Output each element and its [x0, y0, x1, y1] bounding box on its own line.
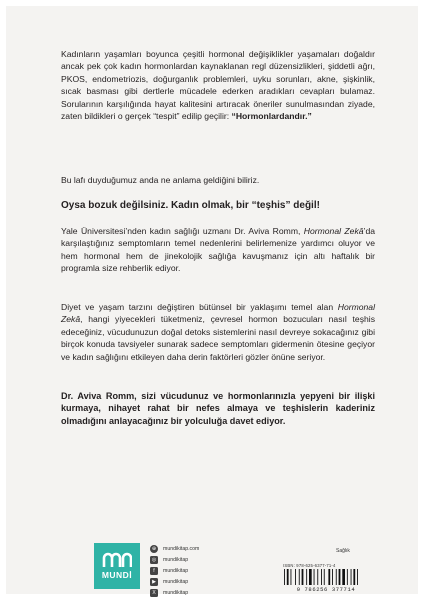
description-paragraph-4 [61, 301, 375, 363]
facebook-icon: f [150, 567, 158, 575]
link-instagram [150, 554, 270, 565]
publisher-name: MUNDİ [101, 570, 133, 580]
book-back-cover [6, 6, 418, 594]
paragraph-1-text: Kadınların yaşamları boyunca çeşitli hormonal değişiklikler yaşamaları doğaldır ancak pek çok kadın hormonlardan kaynaklanan regl düzensizlikleri, şiddetli ağrı, PKOS, endometriozis, doğurganlık problemleri, uyku sorunları, akne, şişkinlik, sıcak basması gibi dertlerle mücadele ederken aradıkları cevapları bulamaz. Sorularının karşılığında hayat kalitesini artıracak öneriler sunulmasından ziyade, zaten bildikleri o gerçek “tespit” edilip geçilir: [61, 49, 375, 122]
link-text: mundikitap.com [163, 545, 200, 552]
tagline: Oysa bozuk değilsiniz. Kadın olmak, bir “teşhis” değil! [61, 200, 320, 211]
paragraph-4-after: , hangi yiyecekleri tüketmeniz, çevresel hormon bozucuları nasıl teşhis edeceğiniz, vücudunuzun doğal detoks sistemlerini nasıl devreye sokacağınız gibi birçok konuda tavsiyeler sunarak sadece semptomları gidermenin ötesine geçiyor ve kadın sağlığını etkileyen daha derin faktörleri gözler önüne seriyor. [61, 314, 375, 362]
barcode-number: 9 786256 377714 [296, 586, 356, 593]
publisher-logo [94, 543, 140, 589]
paragraph-2-text: Bu lafı duyduğumuz anda ne anlama geldiğini biliriz. [61, 175, 260, 185]
barcode [283, 569, 369, 585]
x-icon: X [150, 589, 158, 597]
globe-icon: ⊕ [151, 545, 157, 552]
link-youtube [150, 576, 270, 587]
link-facebook [150, 565, 270, 576]
link-text: mundikitap [163, 556, 189, 563]
closing-paragraph: Dr. Aviva Romm, sizi vücudunuz ve hormonlarınızla yepyeni bir ilişki kurmaya, nihayet rahat bir nefes almaya ve teşhislerin kaderiniz olmadığını anlayacağınız bir yolculuğa davet ediyor. [61, 391, 375, 426]
link-x [150, 587, 270, 598]
description-paragraph-3 [61, 225, 375, 275]
link-text: mundikitap [163, 589, 189, 596]
paragraph-4-before: Diyet ve yaşam tarzını değiştiren bütünsel bir yaklaşımı temel alan [61, 302, 338, 312]
link-website [150, 543, 270, 554]
instagram-icon: ◎ [151, 556, 157, 563]
book-title-italic: Hormonal Zekâ [61, 302, 375, 325]
youtube-icon: ▶ [150, 578, 158, 586]
paragraph-3-after: ’da karşılaştığınız semptomların temel nedenlerini belirlemenize yardımcı oluyor ve hem hormonal hem de jinekolojik sağlığa kavuşmanız için altı haftalık bir programla size rehberlik ediyor. [61, 226, 375, 274]
description-paragraph-1 [61, 48, 375, 122]
link-text: mundikitap [163, 578, 189, 585]
book-title-italic: Hormonal Zekâ [303, 226, 364, 236]
mundi-logo-icon [102, 552, 132, 568]
isbn-label: ISBN: 978-625-6377-71-4 [283, 563, 336, 568]
paragraph-1-emphasis: “Hormonlardandır.” [231, 111, 312, 122]
category-label: Sağlık [336, 548, 350, 554]
paragraph-3-before: Yale Üniversitesi’nden kadın sağlığı uzmanı Dr. Aviva Romm, [61, 226, 304, 236]
link-text: mundikitap [163, 567, 189, 574]
publisher-links [150, 543, 270, 598]
description-paragraph-2 [61, 174, 375, 186]
